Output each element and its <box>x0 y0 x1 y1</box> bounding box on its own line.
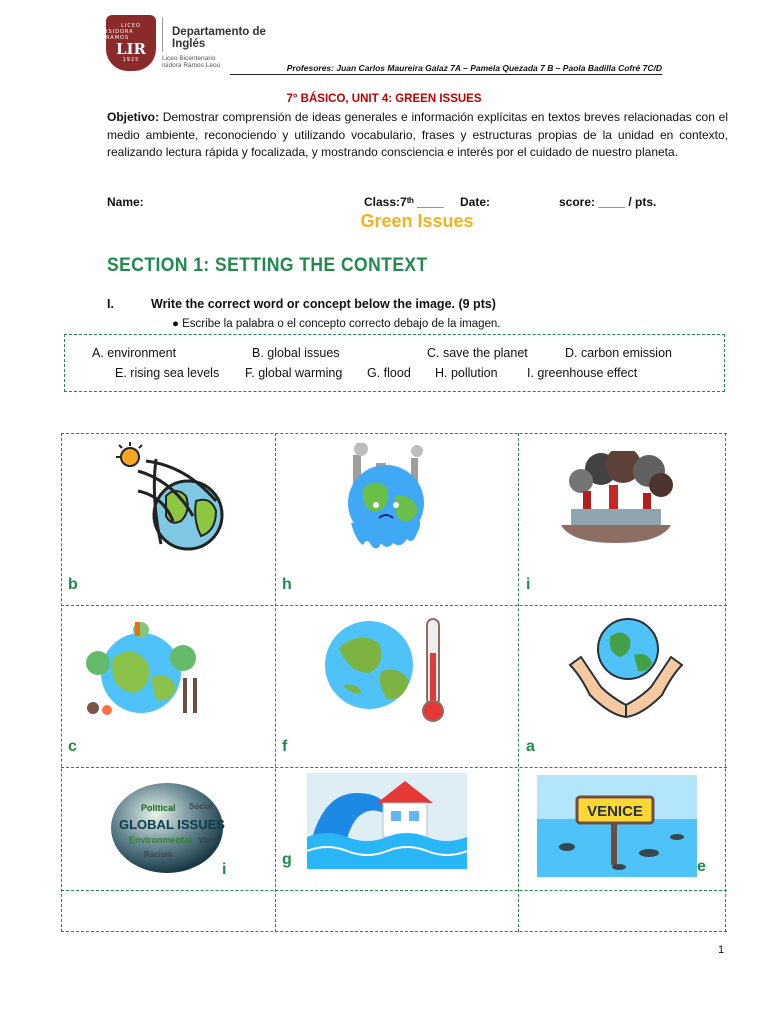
logo-top-text: LICEO <box>121 23 141 29</box>
answer-letter: f <box>282 738 288 755</box>
instruction-text: Write the correct word or concept below the image. (9 pts) <box>151 297 496 311</box>
objective-paragraph <box>107 109 728 162</box>
grid-line <box>61 890 727 891</box>
logo-year: 1925 <box>122 57 140 63</box>
image-grid <box>61 433 727 932</box>
hands-holding-earth-image <box>566 615 686 727</box>
grid-line <box>275 433 276 932</box>
melting-polluted-earth-image <box>331 443 441 553</box>
page-number: 1 <box>718 944 725 956</box>
instruction-spanish: ● Escribe la palabra o el concepto correcto debajo de la imagen. <box>172 318 501 330</box>
department-name: Departamento de Inglés <box>172 26 266 50</box>
answer-letter: e <box>697 858 706 875</box>
word-bank-item: B. global issues <box>252 346 340 360</box>
school-subtitle <box>162 55 220 69</box>
grid-line <box>61 433 727 434</box>
answer-letter: h <box>282 576 292 593</box>
word-bank-item: A. environment <box>92 346 177 360</box>
word-bank-item: G. flood <box>367 366 411 380</box>
logo-school-text: ISIDORA RAMOS <box>106 29 134 41</box>
header-divider <box>162 18 163 52</box>
objective-label: Objetivo: <box>107 110 160 124</box>
instruction-number: I. <box>107 297 114 311</box>
word-bank-item: C. save the planet <box>427 346 528 360</box>
factory-smoke-image <box>551 451 681 551</box>
word-bank <box>64 334 725 392</box>
grid-line <box>61 605 727 606</box>
answer-letter: c <box>68 738 77 755</box>
earth-thermometer-image <box>319 613 459 728</box>
svg-text:Social: Social <box>189 802 213 811</box>
objective-text: Demostrar comprensión de ideas generales e información explícitas en textos breves relacionadas con el medio ambiente, reconociendo y utilizando vocabulario, frases y estructuras propias de la unidad en contexto, realizando lectura rápida y focalizada, y mostrando consciencia e interés por el cuidado de nuestro planeta. <box>107 110 728 159</box>
worksheet-title: Green Issues <box>360 211 474 231</box>
word-bank-item: F. global warming <box>245 366 343 380</box>
grid-line <box>518 433 519 932</box>
grid-line <box>61 931 727 932</box>
school-subtitle-line1: Liceo Bicentenario <box>162 55 216 62</box>
venice-sign-underwater-image <box>537 775 697 877</box>
word-bank-item: H. pollution <box>435 366 498 380</box>
svg-text:Racism: Racism <box>144 850 173 859</box>
grid-line <box>61 433 62 932</box>
teachers-line: Profesores: Juan Carlos Maureira Galaz 7A – Pamela Quezada 7 B – Paola Badilla Cofré 7C/D <box>230 63 662 75</box>
grid-line <box>725 433 726 932</box>
svg-text:War: War <box>199 836 214 845</box>
answer-letter: i <box>526 576 531 593</box>
unit-title: 7° BÁSICO, UNIT 4: GREEN ISSUES <box>286 93 482 105</box>
answer-letter: a <box>526 738 535 755</box>
word-bank-item: E. rising sea levels <box>115 366 220 380</box>
grid-line <box>61 767 727 768</box>
instruction <box>107 297 496 311</box>
score-field[interactable]: score: ____ / pts. <box>559 195 657 209</box>
section-title: SECTION 1: SETTING THE CONTEXT <box>107 255 428 276</box>
svg-text:GLOBAL ISSUES: GLOBAL ISSUES <box>119 817 225 832</box>
flooded-house-image <box>307 773 467 869</box>
class-field[interactable]: Class:7ᵗʰ ____ <box>364 195 444 209</box>
answer-letter: g <box>282 851 292 868</box>
answer-letter: b <box>68 576 78 593</box>
school-subtitle-line2: Isidora Ramos Leou <box>162 62 221 69</box>
answer-letter: i <box>222 861 227 878</box>
word-bank-item: D. carbon emission <box>565 346 672 360</box>
sun-heating-earth-image <box>116 441 226 551</box>
school-logo <box>106 15 156 71</box>
name-field[interactable]: Name: <box>107 195 144 209</box>
word-bank-item: I. greenhouse effect <box>527 366 638 380</box>
logo-initials: LIR <box>115 40 147 58</box>
date-field[interactable]: Date: <box>460 195 491 209</box>
svg-text:Environmental: Environmental <box>129 835 192 845</box>
svg-text:VENICE: VENICE <box>587 803 643 820</box>
svg-text:Political: Political <box>141 803 176 813</box>
global-issues-sphere-image <box>109 781 225 875</box>
planting-trees-earth-image <box>73 618 208 723</box>
